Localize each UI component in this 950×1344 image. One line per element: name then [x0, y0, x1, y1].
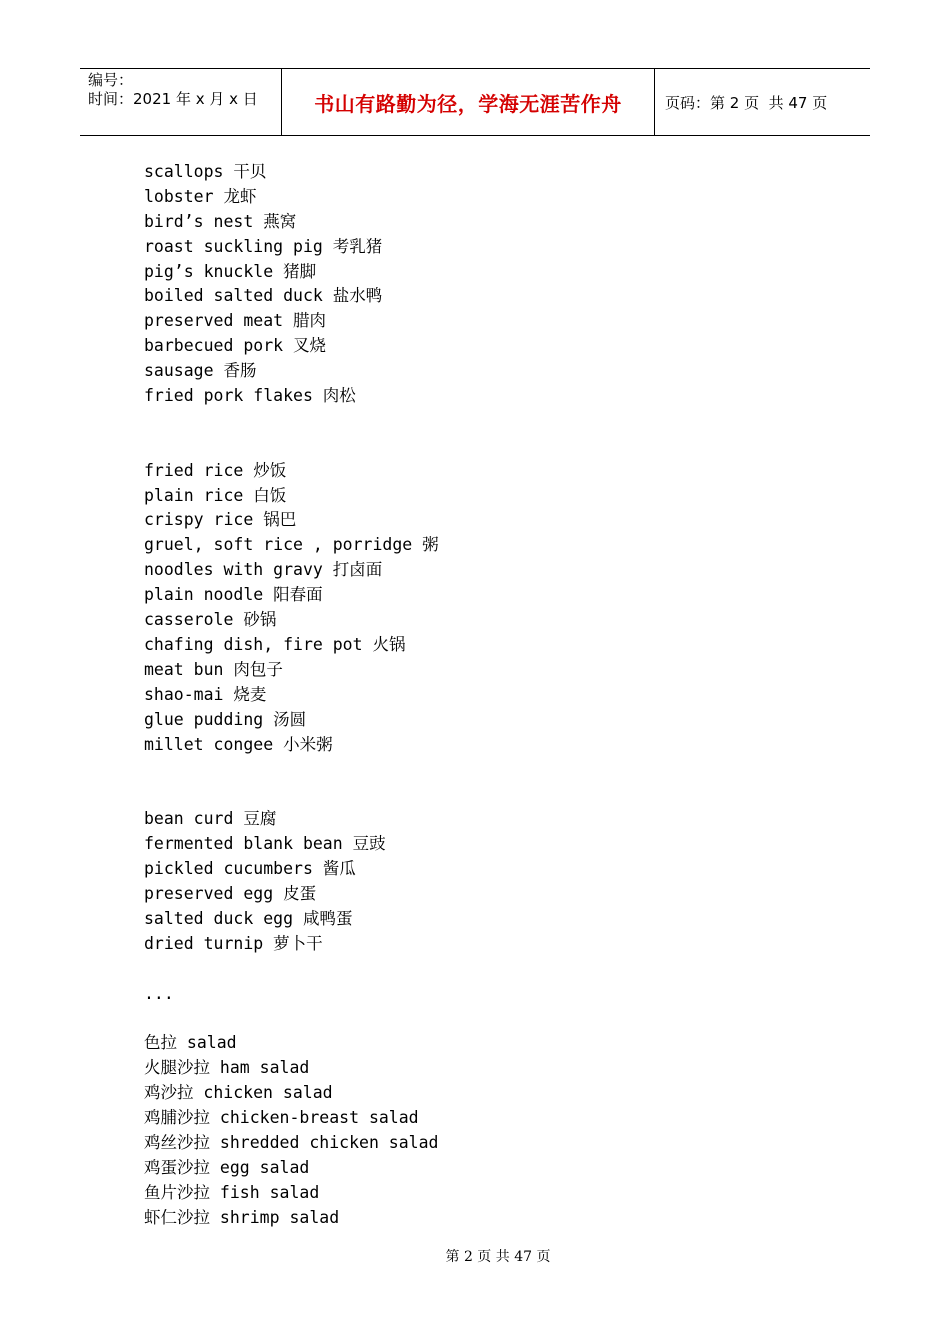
vocab-group-meats [144, 160, 844, 409]
vocab-line: 鸡蛋沙拉 egg salad [144, 1157, 310, 1177]
vocab-line: preserved egg 皮蛋 [144, 883, 317, 903]
vocab-line: pickled cucumbers 酱瓜 [144, 858, 356, 878]
vocab-line: pig’s knuckle 猪脚 [144, 261, 317, 281]
vocab-line: lobster 龙虾 [144, 186, 257, 206]
vocab-line: 色拉 salad [144, 1033, 237, 1053]
vocab-line: fried rice 炒饭 [144, 460, 287, 480]
page-info: 页码：第 2 页 共 47 页 [665, 93, 828, 112]
vocab-line: 鸡沙拉 chicken salad [144, 1083, 333, 1103]
vocab-line: millet congee 小米粥 [144, 734, 333, 754]
vocab-line: plain rice 白饭 [144, 485, 287, 505]
vocab-line: boiled salted duck 盐水鸭 [144, 286, 383, 306]
vocab-group-side-dishes [144, 807, 844, 956]
vocab-line: salted duck egg 咸鸭蛋 [144, 908, 353, 928]
vocab-line: sausage 香肠 [144, 361, 257, 381]
time-label: 时间：2021 年 x 月 x 日 [88, 90, 258, 108]
vocab-line: roast suckling pig 考乳猪 [144, 236, 383, 256]
vocab-line: crispy rice 锅巴 [144, 510, 297, 530]
group-spacer [144, 1006, 844, 1031]
vocab-group-salads [144, 1031, 844, 1230]
vocab-line: 火腿沙拉 ham salad [144, 1058, 310, 1078]
vocab-line: 鱼片沙拉 fish salad [144, 1182, 320, 1202]
vocab-line: bean curd 豆腐 [144, 809, 277, 829]
vocab-line: bird’s nest 燕窝 [144, 211, 297, 231]
vocab-line: preserved meat 腊肉 [144, 311, 327, 331]
page-footer: 第 2 页 共 47 页 [445, 1249, 551, 1265]
group-spacer [144, 957, 844, 982]
number-label: 编号： [88, 71, 134, 89]
vocab-group-staples [144, 459, 844, 758]
vocab-line: fermented blank bean 豆豉 [144, 834, 386, 854]
vocab-line: fried pork flakes 肉松 [144, 386, 356, 406]
vocab-line: dried turnip 萝卜干 [144, 933, 323, 953]
group-spacer [144, 409, 844, 459]
group-spacer [144, 757, 844, 807]
vocab-line: 鸡脯沙拉 chicken-breast salad [144, 1108, 419, 1128]
vocab-line: glue pudding 汤圆 [144, 709, 307, 729]
vocab-line: chafing dish, fire pot 火锅 [144, 634, 406, 654]
header-motto-cell [282, 69, 655, 135]
vocab-line: noodles with gravy 打卤面 [144, 560, 383, 580]
header-meta-cell [80, 69, 282, 135]
vocab-line: plain noodle 阳春面 [144, 585, 323, 605]
vocab-line: scallops 干贝 [144, 162, 267, 181]
motto-text: 书山有路勤为径，学海无涯苦作舟 [314, 91, 622, 116]
vocab-line: 鸡丝沙拉 shredded chicken salad [144, 1132, 439, 1152]
document-header [80, 68, 870, 136]
ellipsis: ... [144, 983, 174, 1003]
vocab-line: 虾仁沙拉 shrimp salad [144, 1207, 340, 1227]
vocab-line: casserole 砂锅 [144, 610, 277, 630]
vocab-line: shao-mai 烧麦 [144, 684, 267, 704]
vocab-line: gruel, soft rice , porridge 粥 [144, 535, 439, 555]
header-page-cell [655, 69, 870, 135]
vocabulary-list [144, 160, 844, 1231]
vocab-line: meat bun 肉包子 [144, 659, 283, 679]
vocab-line: barbecued pork 叉烧 [144, 336, 327, 356]
